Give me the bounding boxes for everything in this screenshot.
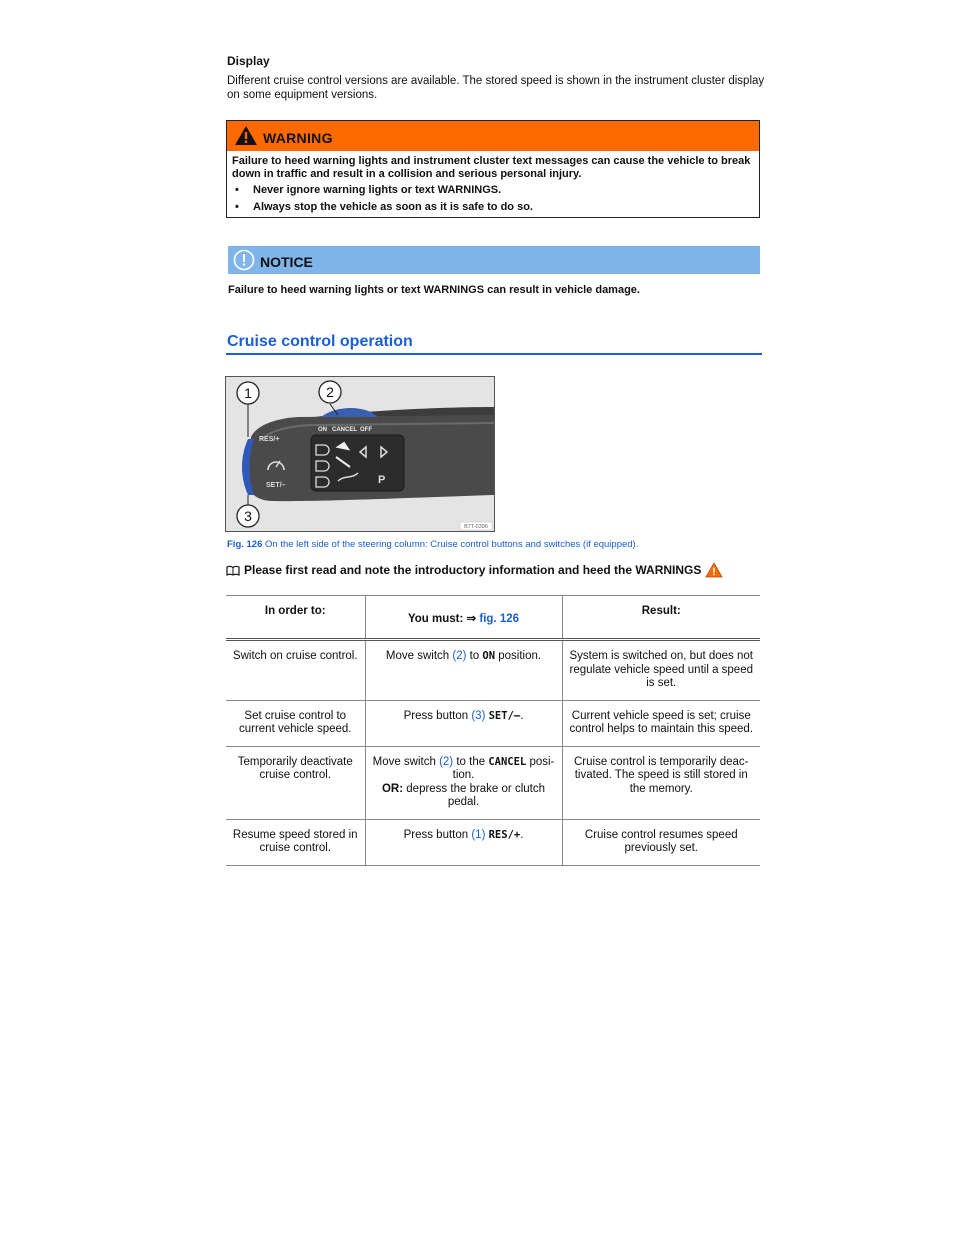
- header-goal: In order to:: [264, 605, 326, 617]
- stalk-on-label: ON: [318, 427, 327, 433]
- or-label: OR:: [381, 782, 404, 795]
- row-action: [365, 819, 562, 865]
- action-text: posi-tion.: [452, 755, 555, 781]
- table-row: [226, 819, 760, 865]
- callout-2-label: 2: [326, 384, 334, 400]
- action-text: Move switch: [385, 650, 453, 662]
- row-result: Current vehicle speed is set; cruise control helps to maintain this speed.: [562, 700, 760, 746]
- row-result: System is switched on, but does not regulate vehicle speed until a speed is set.: [562, 640, 760, 701]
- row-goal: Temporarily deactivate cruise control.: [226, 746, 365, 819]
- figure-number: Fig. 126: [227, 539, 263, 550]
- callout-ref[interactable]: (1): [471, 828, 486, 841]
- warning-body: [227, 151, 759, 214]
- table-row: [226, 746, 760, 819]
- figure-caption-text: On the left side of the steering column: Cruise control buttons and switches (if equipped).: [265, 539, 639, 550]
- read-note: [226, 562, 723, 578]
- section-title: Cruise control operation: [227, 333, 413, 350]
- row-action: [365, 746, 562, 819]
- cruise-control-steps-table: [226, 595, 760, 866]
- warning-list: [232, 184, 753, 214]
- stalk-cancel-label: CANCEL: [332, 427, 357, 433]
- warning-text: Failure to heed warning lights and instrument cluster text messages can cause the vehicle to break down in traffic and result in a collision and serious personal injury.: [232, 155, 751, 180]
- row-result: Cruise control is temporarily deac-tivated. The speed is still stored in the memory.: [562, 746, 760, 819]
- warning-triangle-icon: [705, 562, 723, 578]
- table-row: [226, 640, 760, 701]
- warning-header: [227, 121, 759, 151]
- callout-ref[interactable]: (2): [439, 755, 454, 768]
- switch-code: CANCEL: [488, 755, 527, 768]
- callout-3-label: 3: [244, 508, 252, 524]
- callout-1-label: 1: [244, 385, 252, 401]
- notice-exclamation-icon: [233, 249, 255, 271]
- warning-item: • Always stop the vehicle as soon as it is safe to do so.: [232, 201, 753, 214]
- button-code: SET/–: [488, 709, 521, 722]
- row-result: Cruise control resumes speed previously set.: [562, 819, 760, 865]
- action-text: depress the brake or clutch pedal.: [403, 782, 545, 808]
- action-text: to the: [453, 755, 489, 768]
- stalk-off-label: OFF: [360, 427, 372, 433]
- action-text: to: [466, 650, 483, 662]
- stalk-set-label: SET/–: [266, 482, 286, 489]
- header-result: Result:: [562, 596, 760, 640]
- row-goal: Resume speed stored in cruise control.: [226, 819, 365, 865]
- section-divider: [226, 353, 762, 355]
- warning-item: • Never ignore warning lights or text WARNINGS.: [232, 184, 753, 197]
- warning-title: WARNING: [263, 130, 333, 146]
- warning-triangle-icon: [234, 125, 258, 146]
- parking-light-label: P: [378, 474, 386, 486]
- action-text: Press button: [403, 709, 472, 722]
- table-header-row: [226, 596, 760, 640]
- figure-link[interactable]: fig. 126: [479, 613, 520, 625]
- action-text: Press button: [403, 828, 472, 841]
- row-action: [365, 700, 562, 746]
- callout-ref[interactable]: (2): [452, 650, 467, 662]
- row-goal: Set cruise control to current vehicle speed.: [226, 700, 365, 746]
- header-action-prefix: You must: ⇒: [407, 613, 477, 625]
- book-icon: [226, 565, 240, 576]
- cruise-stalk-figure: [225, 376, 495, 532]
- notice-header: [228, 246, 760, 274]
- notice-text: Failure to heed warning lights or text WARNINGS can result in vehicle damage.: [228, 284, 640, 296]
- row-goal: Switch on cruise control.: [226, 640, 365, 701]
- switch-code: ON: [482, 650, 496, 662]
- table-row: [226, 700, 760, 746]
- row-action: [365, 640, 562, 701]
- cruise-stalk-illustration: [226, 377, 494, 531]
- warning-box: [226, 120, 760, 218]
- button-code: RES/+: [488, 828, 521, 841]
- figure-code: B7T-0396: [464, 524, 488, 530]
- header-action: [365, 596, 562, 640]
- display-heading: Display: [227, 54, 270, 68]
- stalk-res-label: RES/+: [259, 436, 280, 443]
- callout-ref[interactable]: (3): [471, 709, 486, 722]
- action-text: .: [520, 828, 524, 841]
- figure-caption: [227, 539, 638, 550]
- action-text: Move switch: [372, 755, 440, 768]
- read-note-text: Please first read and note the introductory information and heed the WARNINGS: [244, 563, 702, 577]
- action-text: .: [520, 709, 524, 722]
- action-text: position.: [495, 650, 542, 662]
- display-intro: Different cruise control versions are available. The stored speed is shown in the instrument cluster display on some equipment versions.: [227, 75, 765, 101]
- notice-title: NOTICE: [260, 254, 313, 270]
